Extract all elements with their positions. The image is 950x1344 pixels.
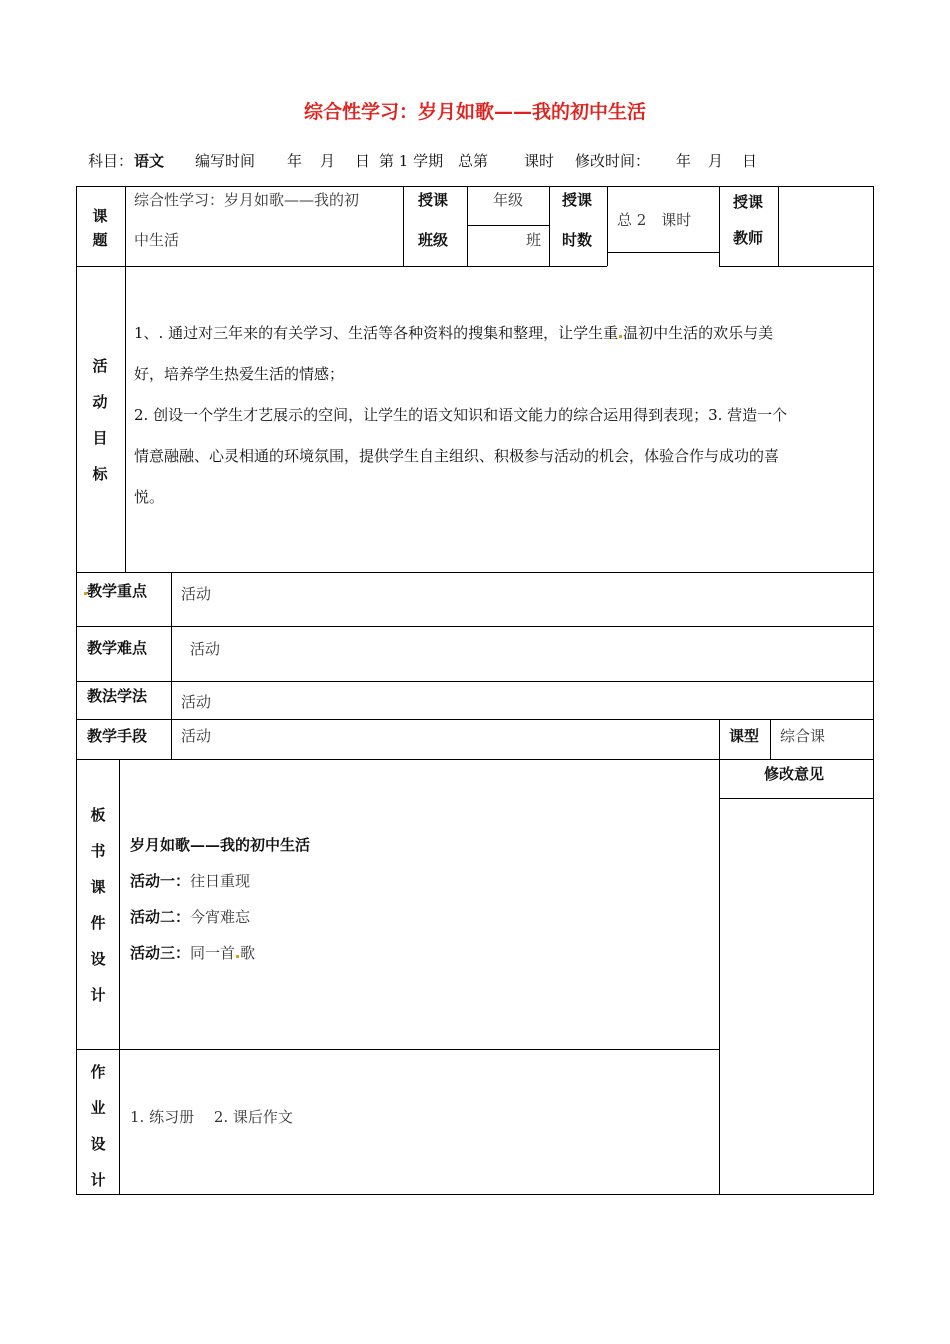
table-divider bbox=[76, 1049, 719, 1050]
meta-lesson: 课时 bbox=[524, 152, 555, 170]
board-label: 板 书 课 件 设 计 bbox=[90, 806, 106, 1004]
class-label-1: 授课 bbox=[418, 191, 449, 209]
board-activity-3 bbox=[130, 943, 255, 963]
grade-label: 年级 bbox=[493, 191, 524, 209]
means-value: 活动 bbox=[181, 727, 212, 745]
type-value: 综合课 bbox=[780, 727, 826, 745]
table-divider bbox=[719, 798, 874, 799]
table-divider bbox=[549, 186, 550, 266]
goals-line2: 好，培养学生热爱生活的情感； bbox=[134, 365, 345, 383]
difficulty-label: 教学难点 bbox=[87, 639, 148, 657]
goals-line5: 悦。 bbox=[134, 488, 165, 506]
table-divider bbox=[719, 186, 720, 266]
meta-modify-time: 修改时间： bbox=[575, 152, 651, 170]
goals-line1: 1、. 通过对三年来的有关学习、生活等各种资料的搜集和整理，让学生重 bbox=[134, 324, 619, 342]
table-divider bbox=[607, 252, 608, 266]
type-label: 课型 bbox=[729, 727, 760, 745]
table-divider bbox=[76, 719, 874, 720]
table-border bbox=[76, 1194, 874, 1195]
teacher-label-2: 教师 bbox=[733, 229, 764, 247]
meta-term: 第 1 学期 bbox=[379, 152, 444, 170]
meta-year: 年 bbox=[287, 152, 303, 170]
meta-total: 总第 bbox=[458, 152, 489, 170]
goals-line4: 情意融融、心灵相通的环境氛围，提供学生自主组织、积极参与活动的机会，体验合作与成功的喜 bbox=[134, 447, 780, 465]
meta-month2: 月 bbox=[708, 152, 724, 170]
activity-1-value: 往日重现 bbox=[190, 872, 251, 890]
meta-day2: 日 bbox=[742, 152, 758, 170]
table-border bbox=[76, 186, 77, 1194]
homework-label: 作 业 设 计 bbox=[90, 1063, 106, 1189]
goals-label: 活 动 目 标 bbox=[92, 357, 108, 483]
ban-label: 班 bbox=[526, 231, 542, 249]
table-divider bbox=[778, 186, 779, 266]
table-divider bbox=[607, 252, 719, 253]
table-divider bbox=[125, 186, 126, 572]
activity-3-label: 活动三： bbox=[130, 944, 191, 962]
activity-2-label: 活动二： bbox=[130, 908, 191, 926]
goals-line3: 2. 创设一个学生才艺展示的空间，让学生的语文知识和语文能力的综合运用得到表现；3. 营造一个 bbox=[134, 406, 788, 424]
topic-label: 课 题 bbox=[92, 207, 108, 249]
teacher-label-1: 授课 bbox=[733, 193, 764, 211]
method-label: 教法学法 bbox=[87, 687, 148, 705]
activity-3-value-2: 歌 bbox=[240, 944, 256, 962]
activity-2-value: 今宵难忘 bbox=[190, 908, 251, 926]
table-divider bbox=[76, 681, 874, 682]
meta-month: 月 bbox=[320, 152, 336, 170]
homework-value: 1. 练习册 2. 课后作文 bbox=[130, 1108, 293, 1126]
revision-label: 修改意见 bbox=[764, 765, 825, 783]
page-title: 综合性学习：岁月如歌——我的初中生活 bbox=[303, 101, 646, 123]
board-activity-1 bbox=[130, 871, 250, 891]
table-divider bbox=[76, 759, 874, 760]
hours-value: 总 2 课时 bbox=[617, 211, 692, 229]
table-divider bbox=[719, 719, 720, 1194]
table-divider bbox=[719, 266, 874, 267]
hours-label-2: 时数 bbox=[562, 231, 593, 249]
table-divider bbox=[467, 186, 468, 266]
table-divider bbox=[467, 225, 549, 226]
focus-label: 教学重点 bbox=[87, 582, 148, 600]
board-heading: 岁月如歌——我的初中生活 bbox=[130, 836, 311, 854]
table-divider bbox=[76, 626, 874, 627]
difficulty-value: 活动 bbox=[190, 640, 221, 658]
goals-line1b: 温初中生活的欢乐与美 bbox=[623, 324, 774, 342]
activity-3-value-1: 同一首 bbox=[190, 944, 236, 962]
table-divider bbox=[403, 186, 404, 266]
table-divider bbox=[171, 681, 172, 719]
focus-value: 活动 bbox=[181, 585, 212, 603]
meta-subject-value: 语文 bbox=[134, 152, 165, 170]
meta-day: 日 bbox=[355, 152, 371, 170]
topic-value-line2: 中生活 bbox=[134, 231, 180, 249]
table-divider bbox=[171, 719, 172, 759]
class-label-2: 班级 bbox=[418, 231, 449, 249]
means-label: 教学手段 bbox=[87, 727, 148, 745]
table-divider bbox=[171, 572, 172, 626]
dot-mark bbox=[619, 335, 622, 338]
table-border bbox=[76, 186, 874, 187]
activity-1-label: 活动一： bbox=[130, 872, 191, 890]
table-border bbox=[873, 186, 874, 1194]
hours-label-1: 授课 bbox=[562, 191, 593, 209]
table-divider bbox=[76, 266, 607, 267]
topic-value-line1: 综合性学习：岁月如歌——我的初 bbox=[134, 191, 360, 209]
table-divider bbox=[770, 719, 771, 759]
method-value: 活动 bbox=[181, 693, 212, 711]
goals-text bbox=[134, 313, 869, 518]
table-divider bbox=[171, 626, 172, 681]
meta-compose-time: 编写时间 bbox=[195, 152, 256, 170]
table-divider bbox=[119, 759, 120, 1194]
meta-subject-label: 科目： bbox=[88, 152, 134, 170]
meta-year2: 年 bbox=[676, 152, 692, 170]
table-divider bbox=[76, 572, 874, 573]
board-activity-2 bbox=[130, 907, 250, 927]
dot-mark bbox=[236, 955, 239, 958]
